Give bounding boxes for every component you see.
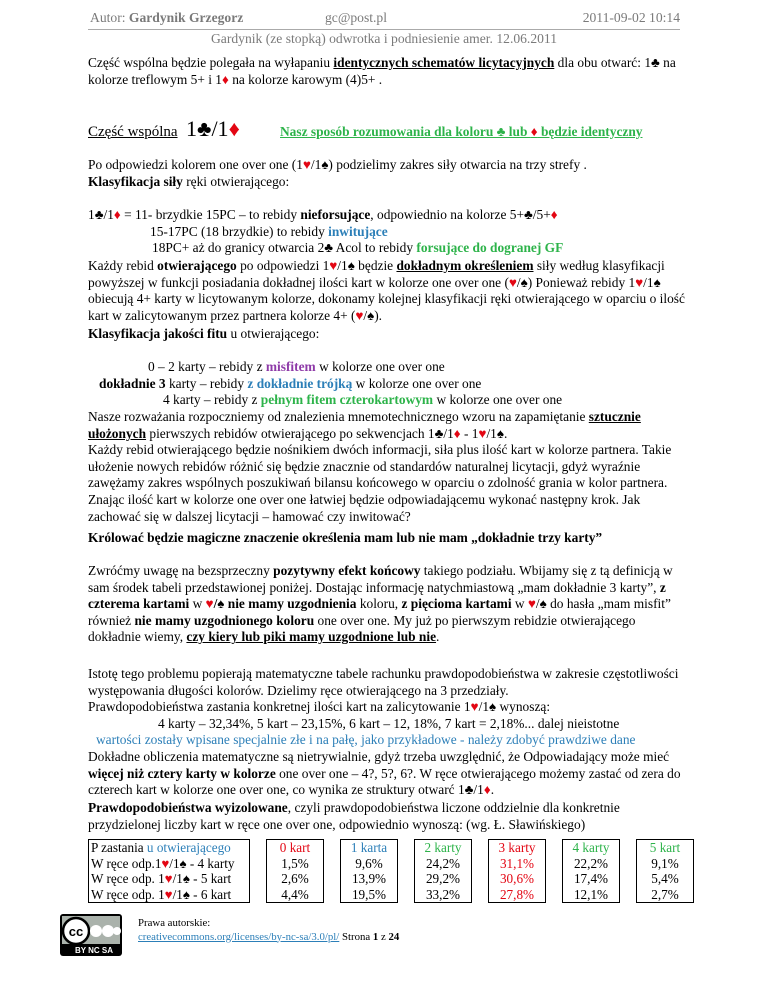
author: Autor: Gardynik Grzegorz — [90, 10, 244, 25]
row-label: W ręce odp. 1♥/1♠ - 5 kart — [91, 871, 232, 886]
probability-table — [88, 839, 694, 903]
footer-line: creativecommons.org/licenses/by-nc-sa/3.0/pl/ Strona 1 z 24 — [138, 930, 400, 943]
disclaimer: wartości zostały wpisane specjalnie złe i na pałę, jako przykładowe - należy zdobyć prawdziwe dane — [96, 732, 636, 748]
fit-lines — [88, 359, 688, 409]
column-5-kart: 5 kart 9,1% 5,4% 2,7% — [636, 839, 694, 903]
column-1-karta: 1 karta 9,6% 13,9% 19,5% — [340, 839, 398, 903]
license-link[interactable]: creativecommons.org/licenses/by-nc-sa/3.0/pl/ — [138, 930, 340, 943]
section-note: Nasz sposób rozumowania dla koloru ♣ lub ♦ będzie identyczny — [280, 124, 643, 139]
section-bid: 1♣/1♦ — [186, 116, 240, 141]
section-label: Część wspólna — [88, 124, 178, 140]
cc-badge-text: cc — [68, 924, 84, 939]
probability-values: 4 karty – 32,34%, 5 kart – 23,15%, 6 kart – 12, 18%, 7 kart = 2,18%... dalej nieistotne — [158, 715, 620, 731]
row-header: P zastania u otwierającego — [91, 840, 231, 855]
fit-title: Klasyfikacja jakości fitu u otwierającego: — [88, 326, 320, 341]
email: gc@post.pl — [325, 10, 387, 25]
mnemo-paragraph: Nasze rozważania rozpoczniemy od znalezienia mnemotechnicznego wzoru na zapamiętanie sztucznie ułożonych pierwszych rebidów otwierającego po sekwencjach 1♣/1♦ - 1♥/1♠. Każdy rebid otwierającego będzie nośnikiem dwóch informacji, siła plus ilość kart w kolorze partnera. Takie ułożenie nowych rebidów różnić się będzie znacznie od standardów naturalnej licytacji, gdyż wyraźnie zawężamy zakres wspólnych poszukiwań bilansu końcowego w oparciu o zdolność grania w kolor partnera. Znając ilość kart w kolorze one over one łatwiej będzie odpowiadającemu wykonać następny krok. Jak zachować się w dalszej licytacji – hamować czy inwitować? — [88, 409, 672, 524]
section-heading — [88, 116, 688, 146]
column-4-karty: 4 karty 22,2% 17,4% 12,1% — [562, 839, 620, 903]
prob-paragraph: Prawdopodobieństwa wyizolowane, czyli prawdopodobieństwa liczone oddzielnie dla konkretnie przydzielonej liczby kart w ręce one over one, odpowiednio wynoszą: (wg. Ł. Sławińskiego) — [88, 800, 620, 832]
copyright-label: Prawa autorskie: — [138, 917, 211, 929]
magic-statement: Królować będzie magiczne znaczenie określenia mam lub nie mam „dokładnie trzy karty” — [88, 530, 603, 545]
cc-license-labels: BY NC SA — [74, 946, 114, 955]
row-label: W ręce odp. 1♥/1♠ - 6 kart — [91, 886, 232, 902]
creative-commons-logo-icon — [60, 914, 122, 956]
page-footer — [138, 917, 399, 944]
strength-intro: Po odpowiedzi kolorem one over one (1♥/1♠) podzielimy zakres siły otwarcia na trzy strefy . Klasyfikacja siły ręki otwierającego: — [88, 157, 587, 189]
range-invite: 15-17PC (18 brzydkie) to rebidy inwitujące — [150, 223, 388, 239]
row-labels — [88, 839, 250, 903]
fit-misfit: 0 – 2 karty – rebidy z misfitem w kolorze one over one — [148, 359, 445, 374]
column-2-karty: 2 karty 24,2% 29,2% 33,2% — [414, 839, 472, 903]
header-divider — [88, 29, 680, 30]
math-paragraph: Istotę tego problemu popierają matematyczne tabele rachunku prawdopodobieństwa w zakresie częstotliwości występowania długości kolorów. Dzielimy ręce otwierającego na 3 przedziały. Prawdopodobieństwa zastania konkretnej ilości kart na zalicytowanie 1♥/1♠ wynoszą: 4 karty – 32,34%, 5 kart – 23,15%, 6 kart – 12, 18%, 7 kart = 2,18%... dalej nieistotne wartości zostały wpisane specjalnie złe i na pałę, jako przykładowe - należy zdobyć prawdziwe dane Dokładne obliczenia matematyczne są nietrywialnie, gdyż trzeba uwzględnić, że Odpowiadający może mieć więcej niż cztery karty w kolorze one over one – 4?, 5?, 6?. W ręce otwierającego możemy zastać od zera do czterech kart w kolorze one over one, co wynika ze struktury otwarć 1♣/1♦. — [88, 666, 688, 799]
page-number: 1 — [372, 930, 379, 943]
datetime: 2011-09-02 10:14 — [582, 10, 680, 25]
range-gf: 18PC+ aż do granicy otwarcia 2♣ Acol to rebidy forsujące do dogranej GF — [152, 240, 564, 256]
intro-paragraph: Część wspólna będzie polegała na wyłapaniu identycznych schematów licytacyjnych dla obu otwarć: 1♣ na kolorze treflowym 5+ i 1♦ na kolorze karowym (4)5+ . — [88, 55, 676, 87]
effect-paragraph: Zwróćmy uwagę na bezsprzeczny pozytywny efekt końcowy takiego podziału. Wbijamy się z tą definicją w sam środek tabeli przedstawionej poniżej. Dostając informację natychmiastową „mam dokładnie 3 karty”, z czterema kartami w ♥/♠ nie mamy uzgodnienia koloru, z pięcioma kartami w ♥/♠ do hasła „mam misfit” również nie mamy uzgodnionego koloru one over one. My już po pierwszym rebidzie otwierającego dokładnie wiemy, czy kiery lub piki mamy uzgodnione lub nie. — [88, 563, 673, 645]
column-0-kart: 0 kart 1,5% 2,6% 4,4% — [266, 839, 324, 903]
document-subtitle: Gardynik (ze stopką) odwrotka i podniesienie amer. 12.06.2011 — [210, 31, 558, 46]
column-3-karty: 3 karty 31,1% 30,6% 27,8% — [488, 839, 546, 903]
range-weak: 1♣/1♦ = 11- brzydkie 15PC – to rebidy nieforsujące, odpowiednio na kolorze 5+♣/5+♦ — [88, 207, 558, 222]
strength-ranges — [88, 207, 688, 257]
row-label: W ręce odp.1♥/1♠ - 4 karty — [91, 855, 235, 871]
fit-four: 4 karty – rebidy z pełnym fitem czterokartowym w kolorze one over one — [163, 392, 563, 408]
rebid-paragraph: Każdy rebid otwierającego po odpowiedzi 1♥/1♠ będzie dokładnym określeniem siły według klasyfikacji powyższej w funkcji posiadania dokładnej ilości kart w kolorze one over one (♥/♠) Ponieważ rebidy 1♥/1♠ obiecują 4+ karty w licytowanym kolorze, dokonamy kolejnej klasyfikacji ręki otwierającego w oparciu o ilość kart w zalicytowanym przez partnera kolorze 4+ (♥/♠). — [88, 258, 685, 323]
page-total: 24 — [388, 930, 400, 943]
fit-three: dokładnie 3 karty – rebidy z dokładnie trójką w kolorze one over one — [99, 375, 482, 391]
